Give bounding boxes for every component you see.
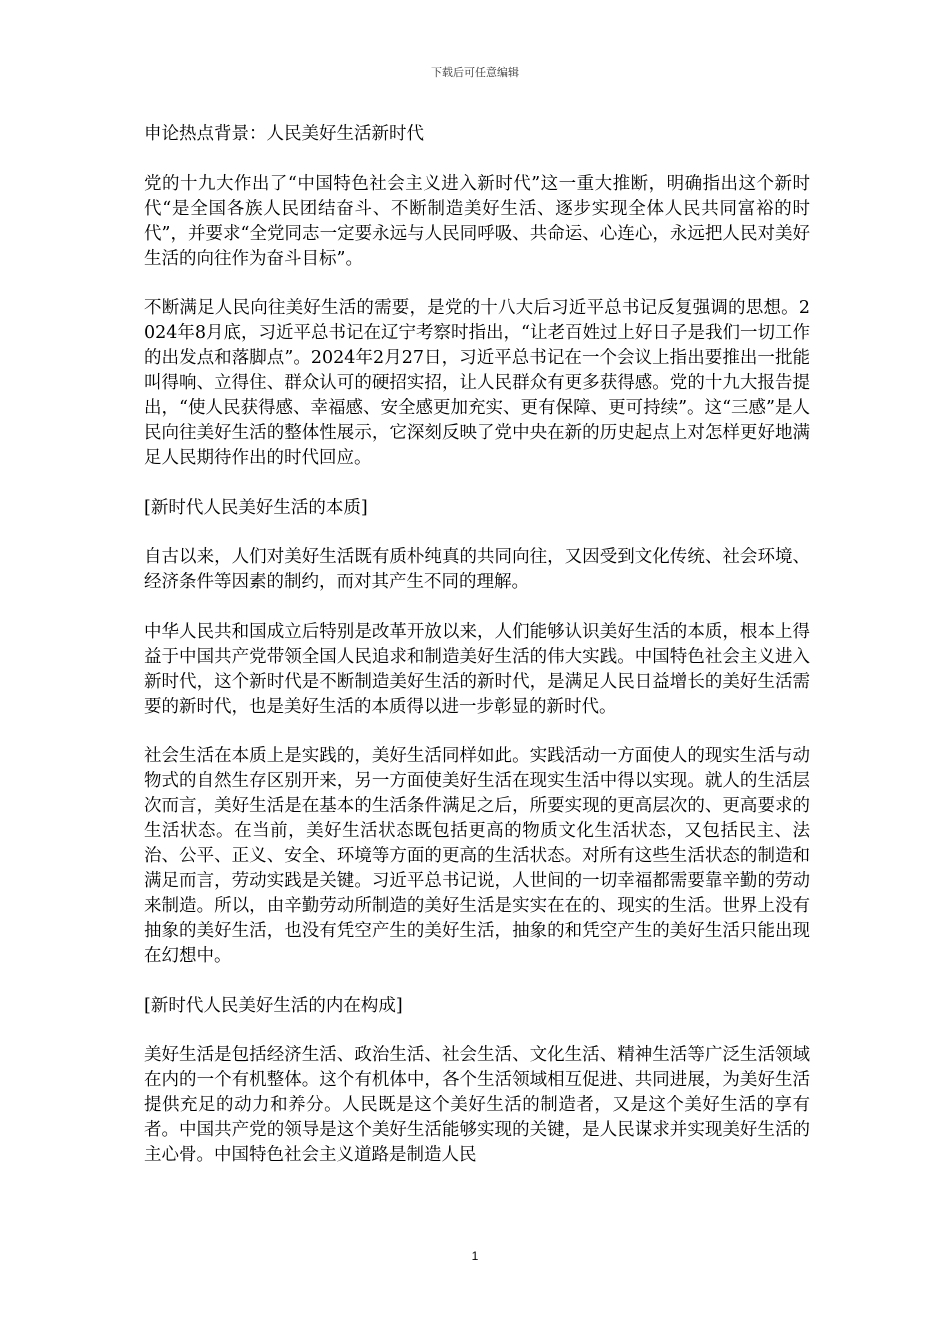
document-title: 申论热点背景：人民美好生活新时代 — [144, 124, 424, 144]
page-number: 1 — [471, 1249, 479, 1263]
section-heading-composition: [新时代人民美好生活的内在构成] — [144, 995, 403, 1016]
page-header: 下载后可任意编辑 — [431, 66, 519, 79]
paragraph-2: 不断满足人民向往美好生活的需要，是党的十八大后习近平总书记反复强调的思想。2024年8月底，习近平总书记在辽宁考察时指出，“让老百姓过上好日子是我们一切工作的出发点和落脚点”。2024年2月27日，习近平总书记在一个会议上指出要推出一批能叫得响、立得住、群众认可的硬招实招，让人民群众有更多获得感。党的十九大报告提出，“使人民获得感、幸福感、安全感更加充实、更有保障、更可持续”。这“三感”是人民向往美好生活的整体性展示，它深刻反映了党中央在新的历史起点上对怎样更好地满足人民期待作出的时代回应。 — [144, 298, 810, 468]
document-body — [144, 122, 810, 1193]
paragraph-3: 自古以来，人们对美好生活既有质朴纯真的共同向往，又因受到文化传统、社会环境、经济条件等因素的制约，而对其产生不同的理解。 — [144, 547, 810, 592]
section-heading-essence: [新时代人民美好生活的本质] — [144, 497, 368, 518]
paragraph-5: 社会生活在本质上是实践的，美好生活同样如此。实践活动一方面使人的现实生活与动物式的自然生存区别开来，另一方面使美好生活在现实生活中得以实现。就人的生活层次而言，美好生活是在基本的生活条件满足之后，所要实现的更高层次的、更高要求的生活状态。在当前，美好生活状态既包括更高的物质文化生活状态，又包括民主、法治、公平、正义、安全、环境等方面的更高的生活状态。对所有这些生活状态的制造和满足而言，劳动实践是关键。习近平总书记说，人世间的一切幸福都需要靠辛勤的劳动来制造。所以，由辛勤劳动所制造的美好生活是实实在在的、现实的生活。世界上没有抽象的美好生活，也没有凭空产生的美好生活，抽象的和凭空产生的美好生活只能出现在幻想中。 — [144, 746, 810, 966]
paragraph-1: 党的十九大作出了“中国特色社会主义进入新时代”这一重大推断，明确指出这个新时代“是全国各族人民团结奋斗、不断制造美好生活、逐步实现全体人民共同富裕的时代”，并要求“全党同志一定要永远与人民同呼吸、共命运、心连心，永远把人民对美好生活的向往作为奋斗目标”。 — [144, 173, 810, 269]
paragraph-4: 中华人民共和国成立后特别是改革开放以来，人们能够认识美好生活的本质，根本上得益于中国共产党带领全国人民追求和制造美好生活的伟大实践。中国特色社会主义进入新时代，这个新时代是不断制造美好生活的新时代，是满足人民日益增长的美好生活需要的新时代，也是美好生活的本质得以进一步彰显的新时代。 — [144, 621, 810, 717]
paragraph-6: 美好生活是包括经济生活、政治生活、社会生活、文化生活、精神生活等广泛生活领域在内的一个有机整体。这个有机体中，各个生活领域相互促进、共同进展，为美好生活提供充足的动力和养分。人民既是这个美好生活的制造者，又是这个美好生活的享有者。中国共产党的领导是这个美好生活能够实现的关键，是人民谋求并实现美好生活的主心骨。中国特色社会主义道路是制造人民 — [144, 1045, 810, 1165]
